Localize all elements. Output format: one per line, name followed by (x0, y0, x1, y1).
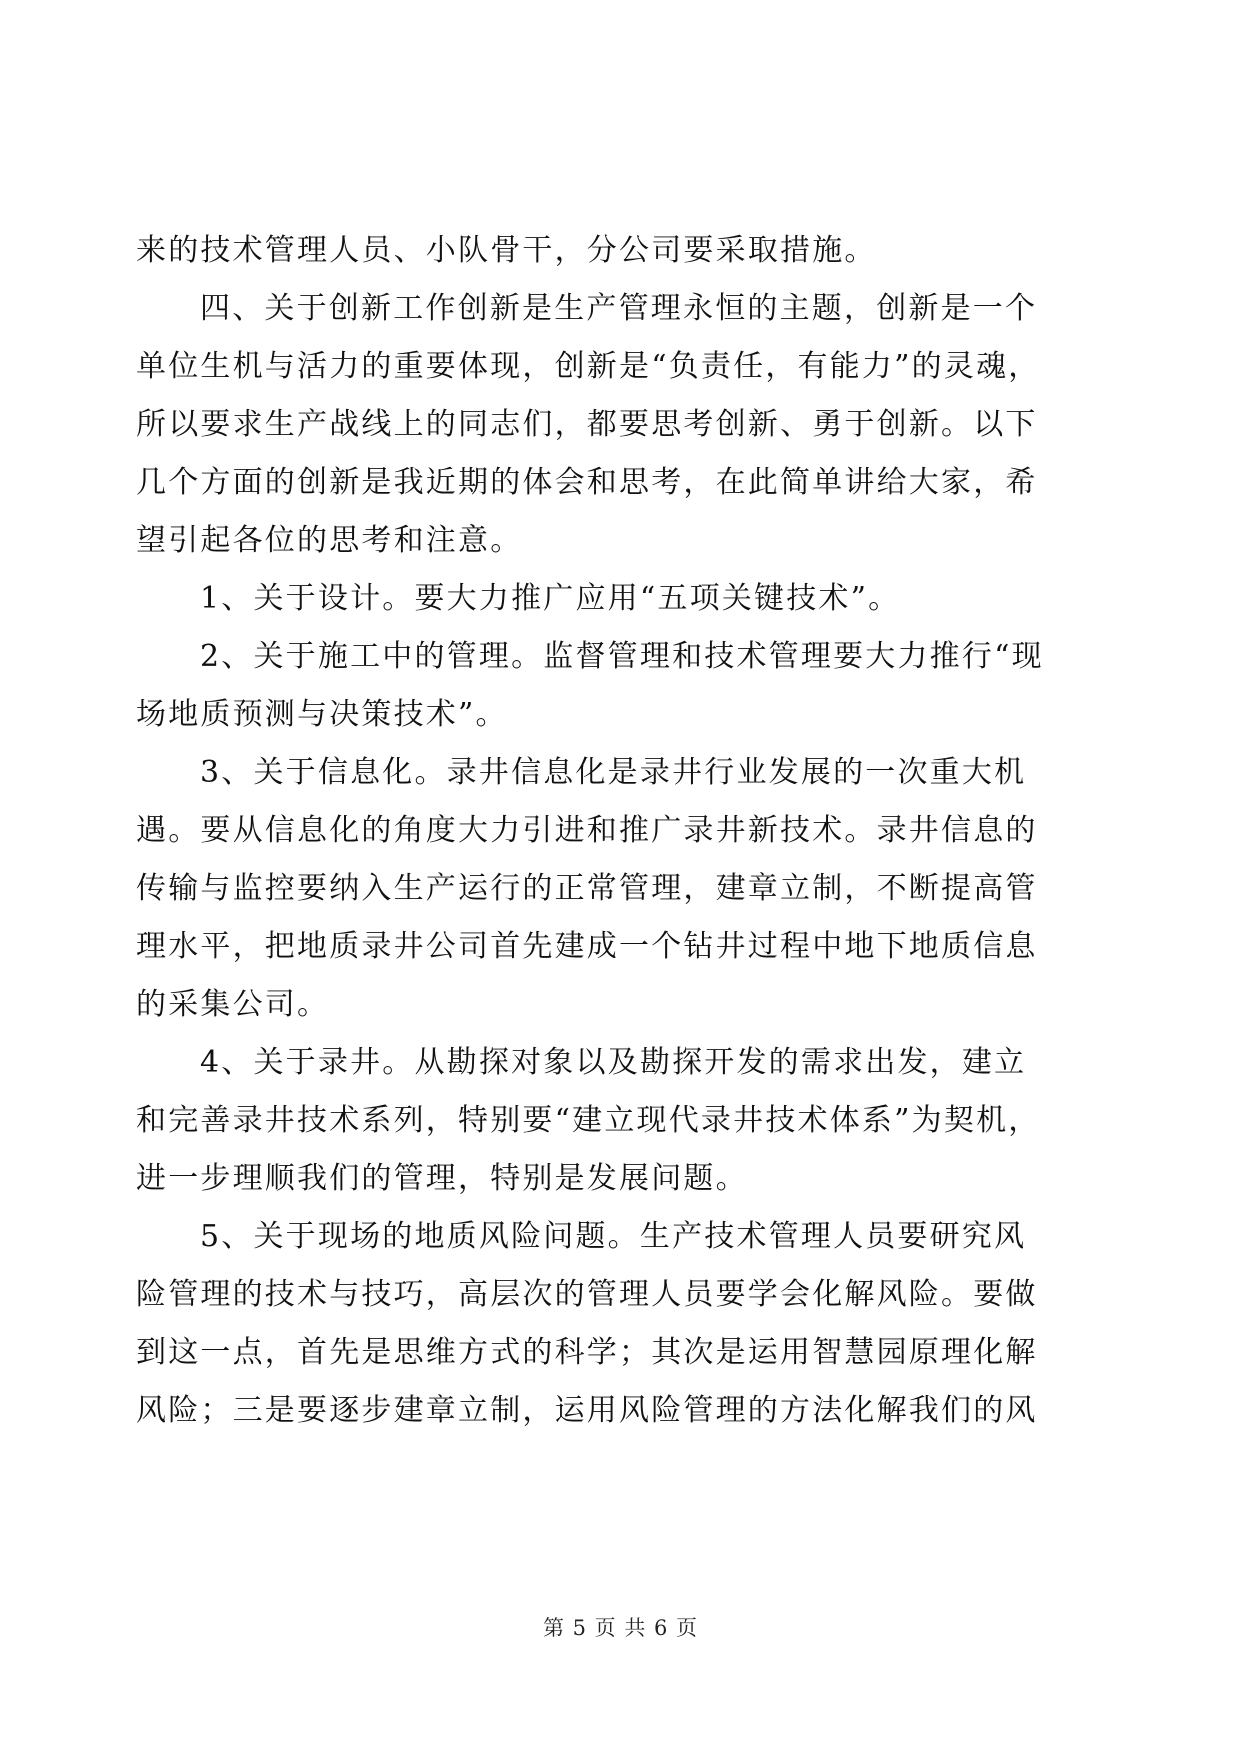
text-line: 单位生机与活力的重要体现，创新是“负责任，有能力”的灵魂， (136, 349, 1041, 384)
text-line: 所以要求生产战线上的同志们，都要思考创新、勇于创新。以下 (136, 407, 1038, 442)
text-line: 理水平，把地质录井公司首先建成一个钻井过程中地下地质信息 (136, 929, 1038, 964)
text-line: 2、关于施工中的管理。监督管理和技术管理要大力推行“现 (200, 639, 1044, 674)
text-line: 1、关于设计。要大力推广应用“五项关键技术”。 (200, 581, 901, 616)
text-line: 传输与监控要纳入生产运行的正常管理，建章立制，不断提高管 (136, 871, 1038, 906)
text-line: 四、关于创新工作创新是生产管理永恒的主题，创新是一个 (200, 291, 1038, 326)
text-line: 望引起各位的思考和注意。 (136, 523, 523, 558)
paragraph (136, 744, 1088, 1034)
text-line: 进一步理顺我们的管理，特别是发展问题。 (136, 1161, 748, 1196)
text-line: 险管理的技术与技巧，高层次的管理人员要学会化解风险。要做 (136, 1277, 1038, 1312)
text-line: 几个方面的创新是我近期的体会和思考，在此简单讲给大家，希 (136, 465, 1038, 500)
text-line: 到这一点，首先是思维方式的科学；其次是运用智慧园原理化解 (136, 1335, 1038, 1370)
text-line: 来的技术管理人员、小队骨干，分公司要采取措施。 (136, 233, 877, 268)
paragraph (136, 280, 1088, 570)
paragraph (136, 1034, 1088, 1208)
text-line: 4、关于录井。从勘探对象以及勘探开发的需求出发，建立 (200, 1045, 1027, 1080)
text-line: 5、关于现场的地质风险问题。生产技术管理人员要研究风 (200, 1219, 1027, 1254)
text-line: 遇。要从信息化的角度大力引进和推广录井新技术。录井信息的 (136, 813, 1038, 848)
text-line: 的采集公司。 (136, 987, 330, 1022)
paragraph (136, 570, 1088, 628)
page-number-footer: 第 5 页 共 6 页 (542, 1616, 699, 1640)
text-line: 和完善录井技术系列，特别要“建立现代录井技术体系”为契机， (136, 1103, 1041, 1138)
paragraph (136, 222, 1088, 280)
text-line: 场地质预测与决策技术”。 (136, 697, 508, 732)
paragraph (136, 628, 1088, 744)
document-body (136, 222, 1088, 1440)
text-line: 风险；三是要逐步建章立制，运用风险管理的方法化解我们的风 (136, 1393, 1038, 1428)
paragraph (136, 1208, 1088, 1440)
text-line: 3、关于信息化。录井信息化是录井行业发展的一次重大机 (200, 755, 1027, 790)
